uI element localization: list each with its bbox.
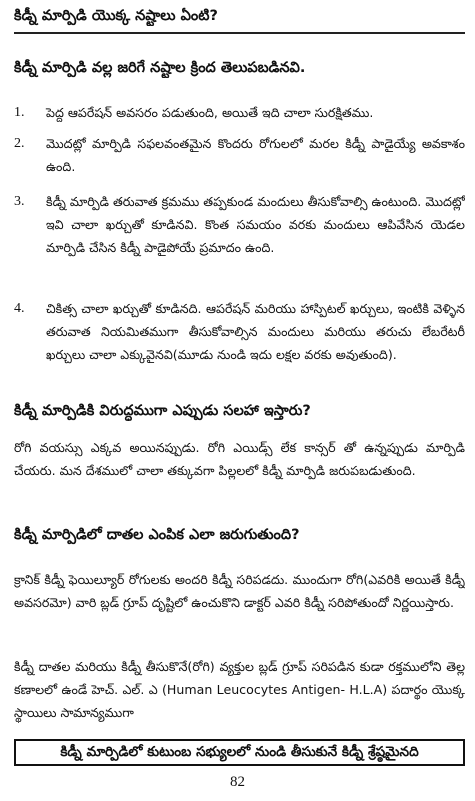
section-heading-donor-selection: కిడ్నీ మార్పిడిలో దాతల ఎంపిక ఎలా జరుగుతుంది? <box>14 527 300 543</box>
list-item-3 <box>14 190 465 285</box>
list-item-4 <box>14 297 465 392</box>
section-heading-contraindications: కిడ్నీ మార్పిడికి విరుద్ధముగా ఎప్పుడు సలహా ఇస్తారు? <box>14 403 311 419</box>
list-item-1 <box>14 101 465 125</box>
paragraph-hla: కిడ్నీ దాతల మరియు కిడ్నీ తీసుకొనే(రోగి) వ్యక్తుల బ్లడ్ గ్రూప్ సరిపడిన కుడా రక్తములోని తెల్ల కణాలలో ఉండే హెచ్. ఎల్. ఎ (Human Leucocytes Antigen- H.L.A) పదార్థం యొక్క స్థాయిలు సామాన్యముగా <box>14 659 465 720</box>
list-item-text: మొదట్లో మార్పిడి సఫలవంతమైన కొందరు రోగులలో మరల కిడ్నీ పాడైయ్యే అవకాశం ఉంది. <box>46 136 465 174</box>
paragraph-blood-group: క్రానిక్ కిడ్నీ ఫెయిల్యూర్ రోగులకు అందరి కిడ్నీ సరిపడదు. ముందుగా రోగి(ఎవరికి అయితే కిడ్నీ అవసరమో) వారి బ్లడ్ గ్రూప్ దృష్టిలో ఉంచుకొని డాక్టర్ ఎవరి కిడ్నీ సరిపోతుందో నిర్ణయిస్తారు. <box>14 572 465 610</box>
list-item-number: 1. <box>14 105 25 120</box>
paragraph-contraindications: రోగి వయస్సు ఎక్కవ అయినప్పుడు. రోగి ఎయిడ్స్ లేక కాన్సర్ తో ఉన్నప్పుడు మార్పిడి చేయరు. మన దేశములో చాలా తక్కువగా పిల్లలలో కిడ్నీ మార్పిడి జరుపబడుతుంది. <box>14 440 465 478</box>
list-item-text: కిడ్నీ మార్పిడి తరువాత క్రమము తప్పకుండ మందులు తీసుకోవాల్సి ఉంటుంది. మొదట్లో ఇవి చాలా ఖర్చుతో కూడినవి. కొంత సమయం వరకు మందులు ఆపివేసిన యెడల మార్పిడి చేసిన కిడ్నీ పాడైపోయే ప్రమాదం ఉంది. <box>46 194 465 255</box>
list-item-number: 4. <box>14 301 25 316</box>
list-item-number: 3. <box>14 194 25 209</box>
heading-divider <box>14 32 465 34</box>
boxed-note: కిడ్నీ మార్పిడిలో కుటుంబ సభ్యులలో నుండి తీసుకునే కిడ్నీ శ్రేష్ఠమైనది <box>14 739 465 766</box>
list-item-number: 2. <box>14 136 25 151</box>
page-number: 82 <box>230 774 245 790</box>
section-heading-risks: కిడ్నీ మార్పిడి యొక్క నష్టాలు ఏంటి? <box>14 8 218 24</box>
list-item-2 <box>14 132 465 180</box>
subheading: కిడ్నీ మార్పిడి వల్ల జరిగే నష్టాల క్రింద తెలుపబడినవి. <box>14 60 306 76</box>
list-item-text: పెద్ద ఆపరేషన్ అవసరం పడుతుంది, అయితే ఇది చాలా సురక్షితము. <box>46 105 374 120</box>
list-item-text: చికిత్స చాలా ఖర్చుతో కూడినది. ఆపరేషన్ మరియు హాస్పిటల్ ఖర్చులు, ఇంటికి వెళ్ళిన తరువాత నియమితముగా తీసుకోవాల్సిన మందులు మరియు తరుచు లేబరేటరీ ఖర్చులు చాలా ఎక్కువైనవి(మూడు నుండి ఇదు లక్షల వరకు అవుతుంది). <box>46 301 465 362</box>
